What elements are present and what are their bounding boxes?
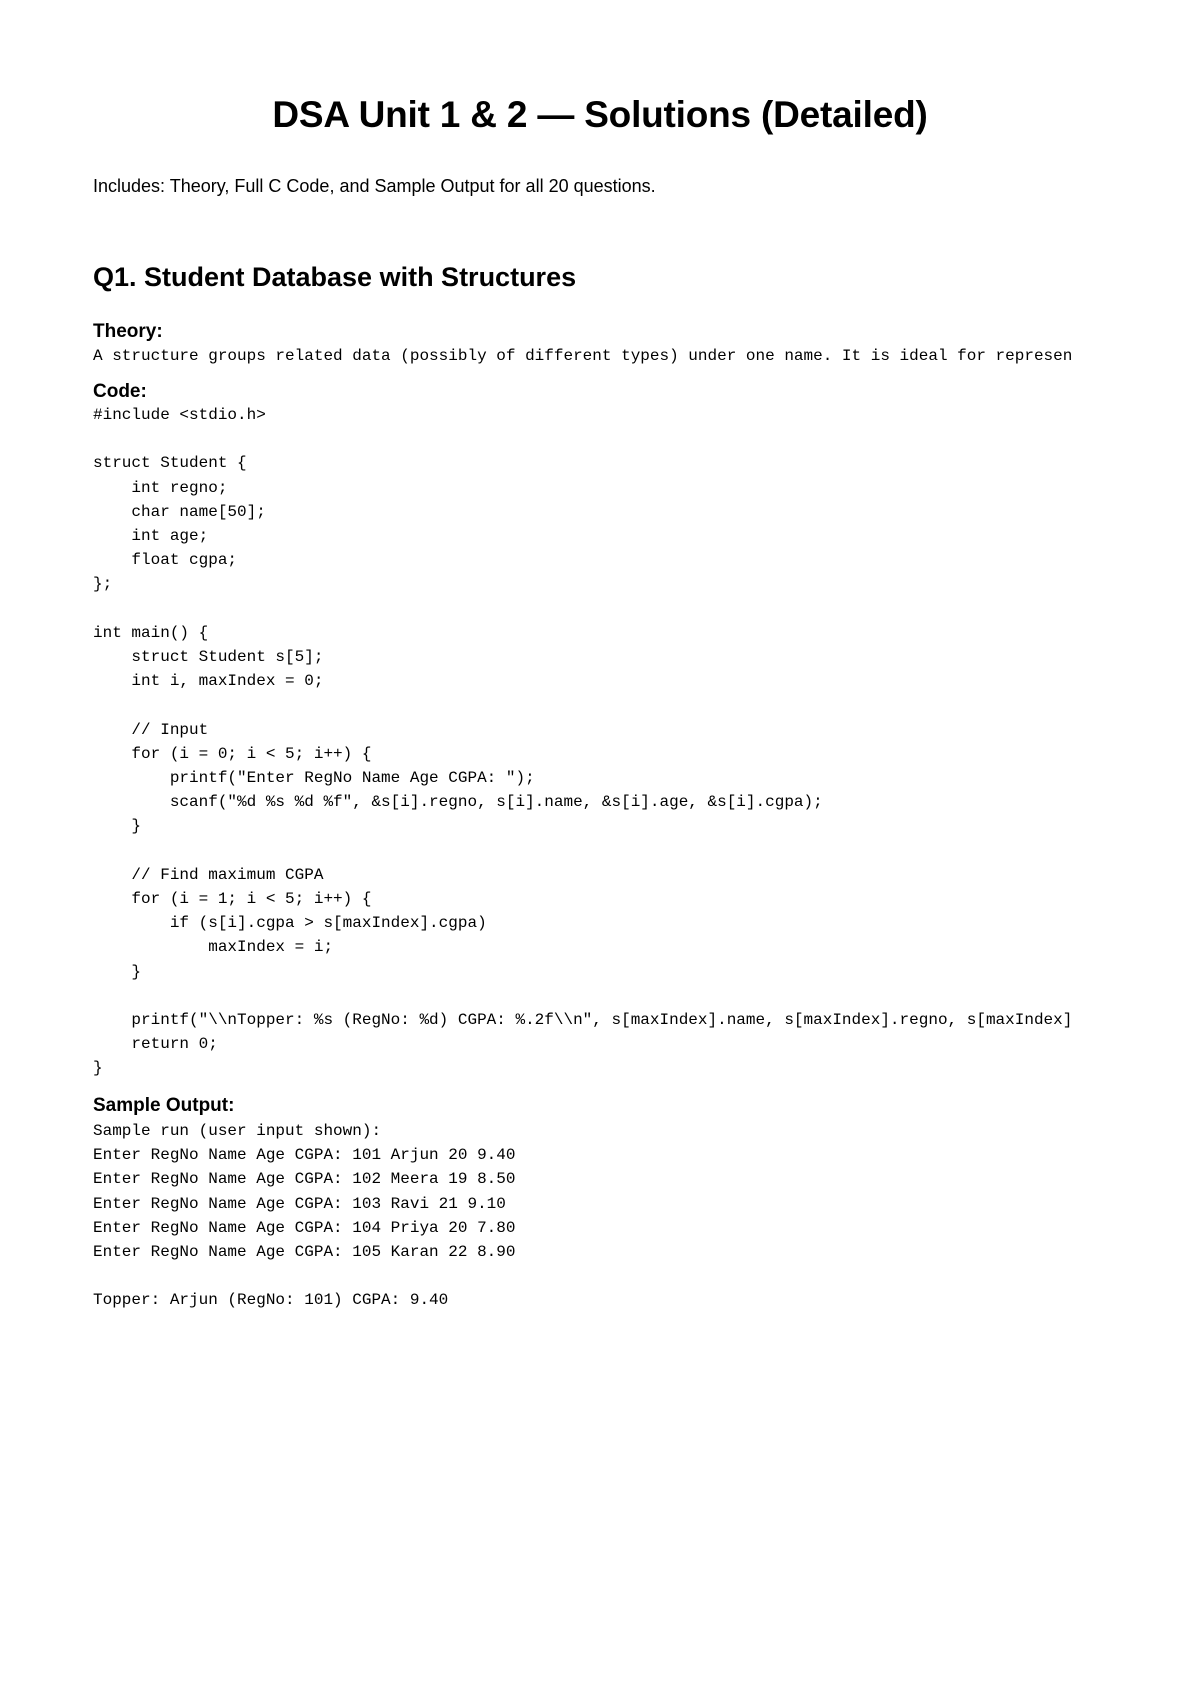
sample-output-block: Sample run (user input shown): Enter RegNo Name Age CGPA: 101 Arjun 20 9.40 Enter RegNo Name Age CGPA: 102 Meera 19 8.50 Enter RegNo Name Age CGPA: 103 Ravi 21 9.10 Enter RegNo Name Age CGPA: 104 Priya 20 7.80 Enter RegNo Name Age CGPA: 105 Karan 22 8.90 Topper: Arjun (RegNo: 101) CGPA: 9.40 bbox=[93, 1122, 516, 1310]
sample-output-label: Sample Output: bbox=[93, 1095, 235, 1116]
question-heading: Q1. Student Database with Structures bbox=[93, 262, 577, 292]
document-title: DSA Unit 1 & 2 — Solutions (Detailed) bbox=[272, 94, 928, 135]
theory-label: Theory: bbox=[93, 321, 163, 342]
theory-text: A structure groups related data (possibly of different types) under one name. It is ideal for represen bbox=[93, 347, 1073, 365]
document-subtitle: Includes: Theory, Full C Code, and Sample Output for all 20 questions. bbox=[93, 176, 656, 196]
code-label: Code: bbox=[93, 381, 147, 402]
code-block: #include <stdio.h> struct Student { int regno; char name[50]; int age; float cgpa; }; int main() { struct Student s[5]; int i, maxIndex = 0; // Input for (i = 0; i < 5; i++) { printf("Enter RegNo Name Age CGPA: "); scanf("%d %s %d %f", &s[i].regno, s[i].name, &s[i].age, &s[i].cgpa); } // Find maximum CGPA for (i = 1; i < 5; i++) { if (s[i].cgpa > s[maxIndex].cgpa) maxIndex = i; } printf("\\nTopper: %s (RegNo: %d) CGPA: %.2f\\n", s[maxIndex].name, s[maxIndex].regno, s[maxIndex] return 0; } bbox=[93, 406, 1073, 1078]
